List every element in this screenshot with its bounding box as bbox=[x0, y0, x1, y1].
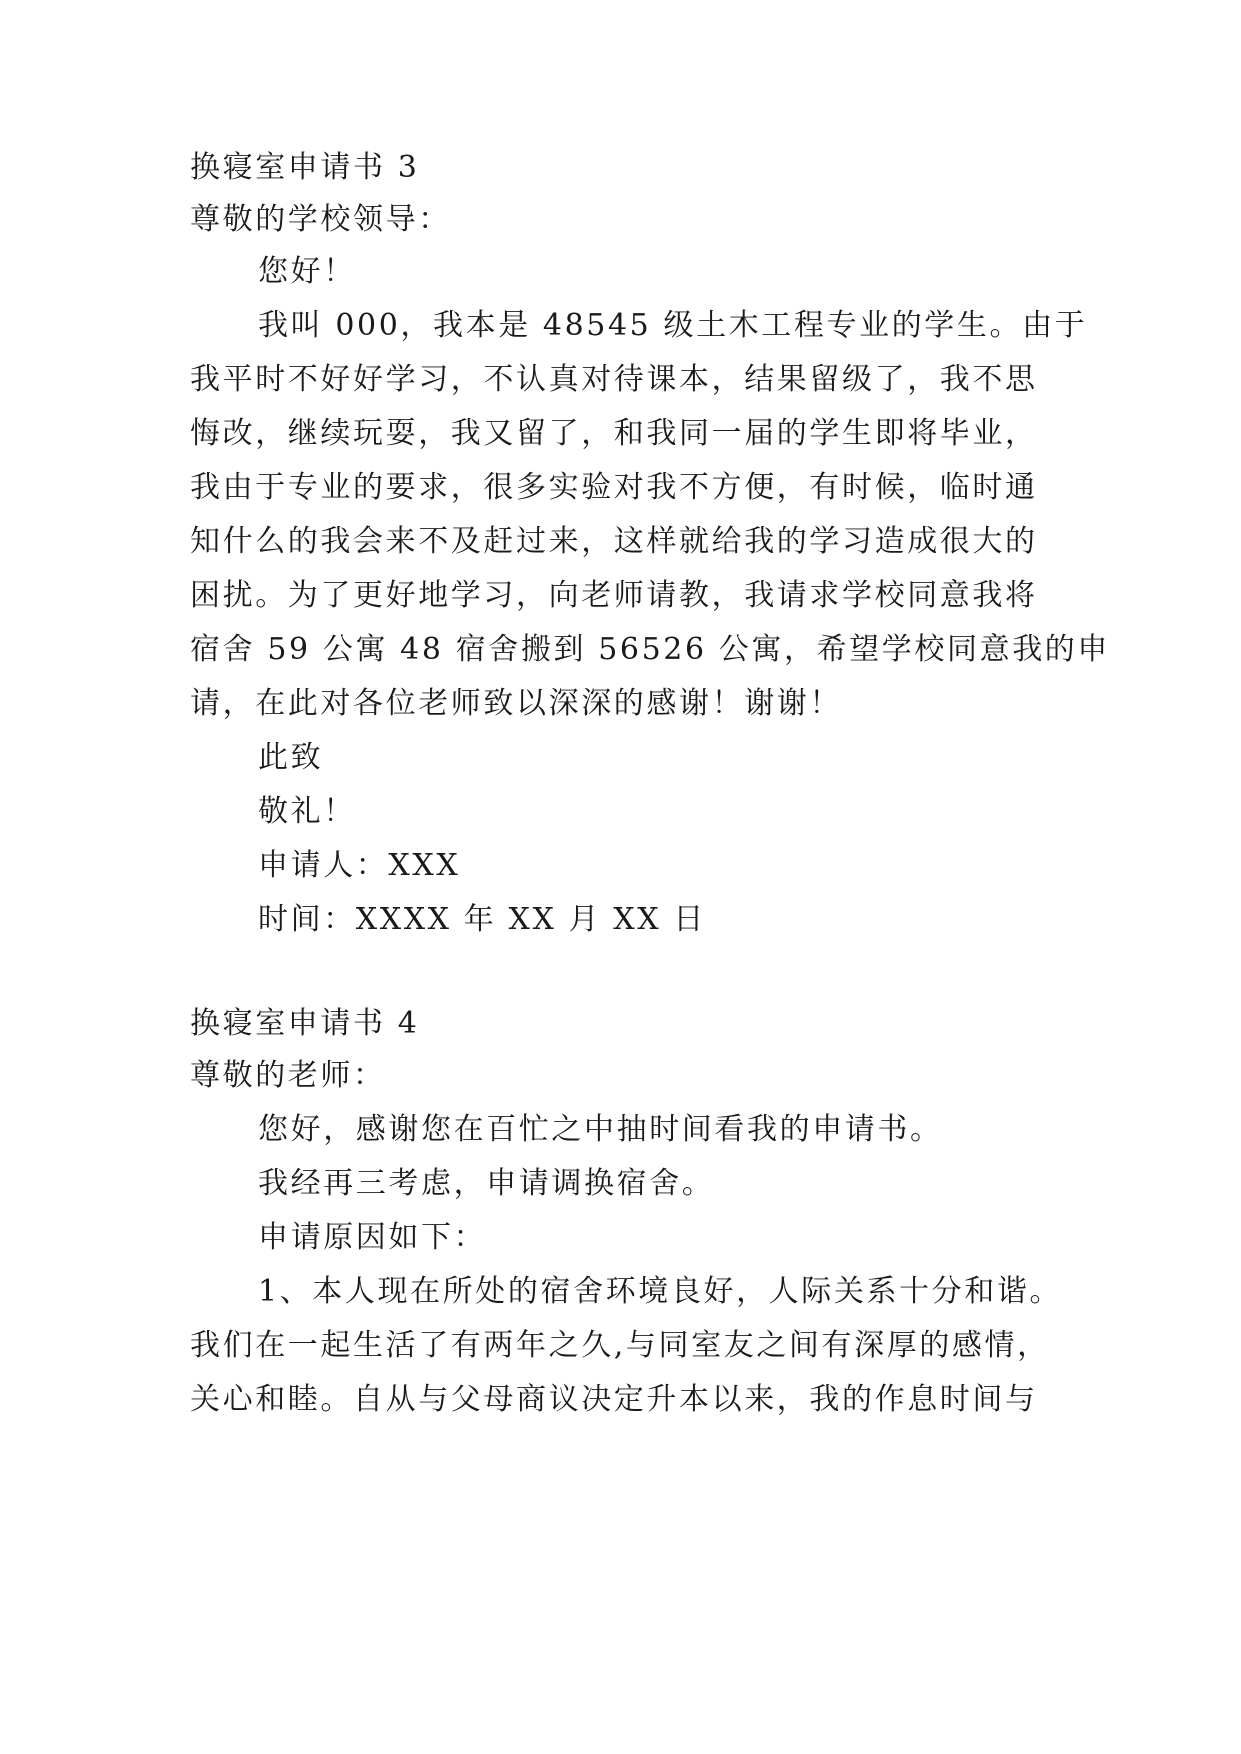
letter4-salutation: 尊敬的老师： bbox=[190, 1058, 386, 1093]
letter3-greeting: 您好！ bbox=[258, 254, 356, 289]
letter3-body-line: 我由于专业的要求，很多实验对我不方便，有时候，临时通 bbox=[190, 470, 1038, 505]
letter4-title: 换寝室申请书 4 bbox=[190, 1006, 420, 1041]
letter3-date: 时间：XXXX 年 XX 月 XX 日 bbox=[258, 902, 706, 937]
letter3-body-line: 我平时不好好学习，不认真对待课本，结果留级了，我不思 bbox=[190, 362, 1038, 397]
letter4-reasons-heading: 申请原因如下： bbox=[258, 1220, 487, 1255]
letter3-body-line: 悔改，继续玩耍，我又留了，和我同一届的学生即将毕业， bbox=[190, 416, 1038, 451]
letter3-closing-1: 此致 bbox=[258, 740, 324, 775]
letter3-body-line: 我叫 000，我本是 48545 级土木工程专业的学生。由于 bbox=[258, 308, 1088, 343]
letter4-reason-line: 1、本人现在所处的宿舍环境良好，人际关系十分和谐。 bbox=[258, 1274, 1063, 1309]
letter3-closing-2: 敬礼！ bbox=[258, 794, 356, 829]
letter3-body-line: 知什么的我会来不及赶过来，这样就给我的学习造成很大的 bbox=[190, 524, 1038, 559]
letter3-salutation: 尊敬的学校领导： bbox=[190, 202, 451, 237]
letter3-body-line: 困扰。为了更好地学习，向老师请教，我请求学校同意我将 bbox=[190, 578, 1038, 613]
letter4-intro: 我经再三考虑，申请调换宿舍。 bbox=[258, 1166, 715, 1201]
letter4-reason-line: 我们在一起生活了有两年之久,与同室友之间有深厚的感情， bbox=[190, 1328, 1050, 1363]
letter3-title: 换寝室申请书 3 bbox=[190, 150, 420, 185]
letter4-greeting: 您好，感谢您在百忙之中抽时间看我的申请书。 bbox=[258, 1112, 943, 1147]
letter3-body-line: 请，在此对各位老师致以深深的感谢！谢谢！ bbox=[190, 686, 842, 721]
letter4-reason-line: 关心和睦。自从与父母商议决定升本以来，我的作息时间与 bbox=[190, 1382, 1038, 1417]
letter3-applicant: 申请人：XXX bbox=[258, 848, 461, 883]
letter3-body-line: 宿舍 59 公寓 48 宿舍搬到 56526 公寓，希望学校同意我的申 bbox=[190, 632, 1110, 667]
